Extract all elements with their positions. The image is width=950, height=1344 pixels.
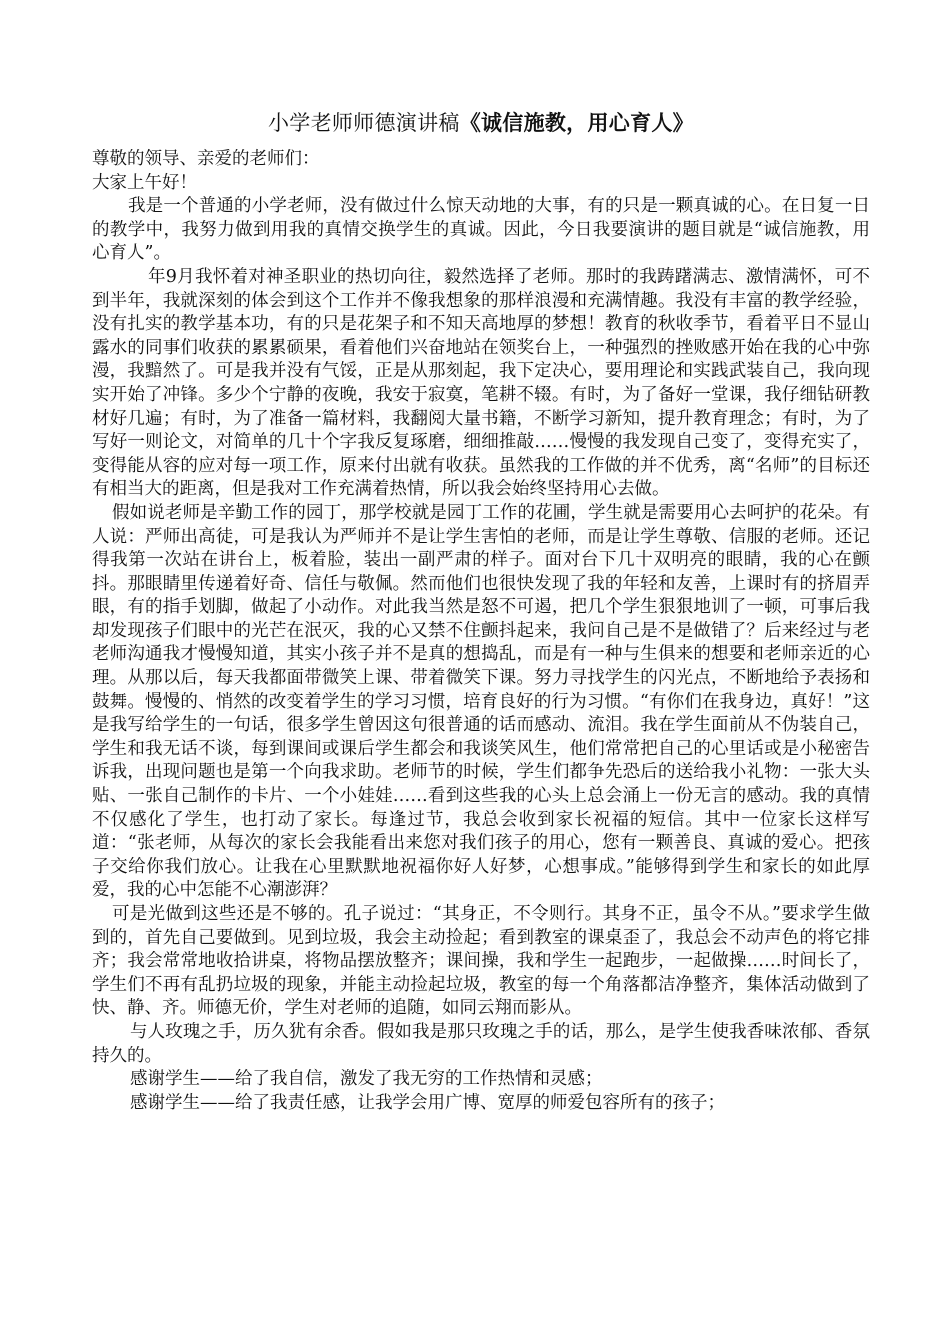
title-plain: 小学老师师德演讲稿 [267,111,460,135]
paragraph-career-start: 年9月我怀着对神圣职业的热切向往，毅然选择了老师。那时的我踌躇满志、激情满怀，可不到半年，我就深刻的体会到这个工作并不像我想象的那样浪漫和充满情趣。我没有丰富的教学经验，没有扎实的教学基本功，有的只是花架子和不知天高地厚的梦想！教育的秋收季节，看着平日不显山露水的同事们收获的累累硕果，看着他们兴奋地站在领奖台上，一种强烈的挫败感开始在我的心中弥漫，我黯然了。可是我并没有气馁，正是从那刻起，我下定决心，要用理论和实践武装自己，我向现实开始了冲锋。多少个宁静的夜晚，我安于寂寞，笔耕不辍。有时，为了备好一堂课，我仔细钻研教材好几遍；有时，为了准备一篇材料，我翻阅大量书籍，不断学习新知，提升教育理念；有时，为了写好一则论文，对简单的几十个字我反复琢磨，细细推敲……慢慢的我发现自己变了，变得充实了，变得能从容的应对每一项工作，原来付出就有收获。虽然我的工作做的并不优秀，离“名师”的目标还有相当大的距离，但是我对工作充满着热情，所以我会始终坚持用心去做。 [92,266,870,500]
paragraph-example: 可是光做到这些还是不够的。孔子说过：“其身正，不令则行。其身不正，虽令不从。”要求学生做到的，首先自己要做到。见到垃圾，我会主动捡起；看到教室的课桌歪了，我总会不动声色的将它排齐；我会常常地收拾讲桌，将物品摆放整齐；课间操，我和学生一起跑步，一起做操……时间长了，学生们不再有乱扔垃圾的现象，并能主动捡起垃圾，教室的每一个角落都洁净整齐，集体活动做到了快、静、齐。师德无价，学生对老师的追随，如同云翔而影从。 [92,904,870,1019]
document-title [92,108,870,138]
title-bold: 《诚信施教，用心育人》 [459,110,694,135]
salutation: 尊敬的领导、亲爱的老师们： [92,149,320,169]
paragraph-rose: 与人玫瑰之手，历久犹有余香。假如我是那只玫瑰之手的话，那么，是学生使我香味浓郁、香氛持久的。 [92,1021,870,1066]
paragraph-thanks-1: 感谢学生——给了我自信，激发了我无穷的工作热情和灵感； [130,1069,603,1090]
greeting: 大家上午好！ [92,172,197,193]
document-page [92,108,870,1115]
paragraph-intro: 我是一个普通的小学老师，没有做过什么惊天动地的大事，有的只是一颗真诚的心。在日复一日的教学中，我努力做到用我的真情交换学生的真诚。因此，今日我要演讲的题目就是“诚信施教，用心育人”。 [92,196,870,264]
paragraph-thanks-2: 感谢学生——给了我责任感，让我学会用广博、宽厚的师爱包容所有的孩子； [130,1092,725,1113]
paragraph-gardener: 假如说老师是辛勤工作的园丁，那学校就是园丁工作的花圃，学生就是需要用心去呵护的花朵。有人说：严师出高徒，可是我认为严师并不是让学生害怕的老师，而是让学生尊敬、信服的老师。还记得我第一次站在讲台上，板着脸，装出一副严肃的样子。面对台下几十双明亮的眼睛，我的心在颤抖。那眼睛里传递着好奇、信任与敬佩。然而他们也很快发现了我的年轻和友善，上课时有的挤眉弄眼，有的指手划脚，做起了小动作。对此我当然是怒不可遏，把几个学生狠狠地训了一顿，可事后我却发现孩子们眼中的光芒在泯灭，我的心又禁不住颤抖起来，我问自己是不是做错了？后来经过与老老师沟通我才慢慢知道，其实小孩子并不是真的想捣乱，而是有一种与生俱来的想要和老师亲近的心理。从那以后，每天我都面带微笑上课、带着微笑下课。努力寻找学生的闪光点，不断地给予表扬和鼓舞。慢慢的、悄然的改变着学生的学习习惯，培育良好的行为习惯。“有你们在我身边，真好！”这是我写给学生的一句话，很多学生曾因这句很普通的话而感动、流泪。我在学生面前从不伪装自己，学生和我无话不谈，每到课间或课后学生都会和我谈笑风生，他们常常把自己的心里话或是小秘密告诉我，出现问题也是第一个向我求助。老师节的时候，学生们都争先恐后的送给我小礼物：一张大头贴、一张自己制作的卡片、一个小娃娃……看到这些我的心头上总会涌上一份无言的感动。我的真情不仅感化了学生，也打动了家长。每逢过节，我总会收到家长祝福的短信。其中一位家长这样写道：“张老师，从每次的家长会我能看出来您对我们孩子的用心，您有一颗善良、真诚的爱心。把孩子交给你我们放心。让我在心里默默地祝福你好人好梦，心想事成。”能够得到学生和家长的如此厚爱，我的心中怎能不心潮澎湃？ [92,502,870,901]
